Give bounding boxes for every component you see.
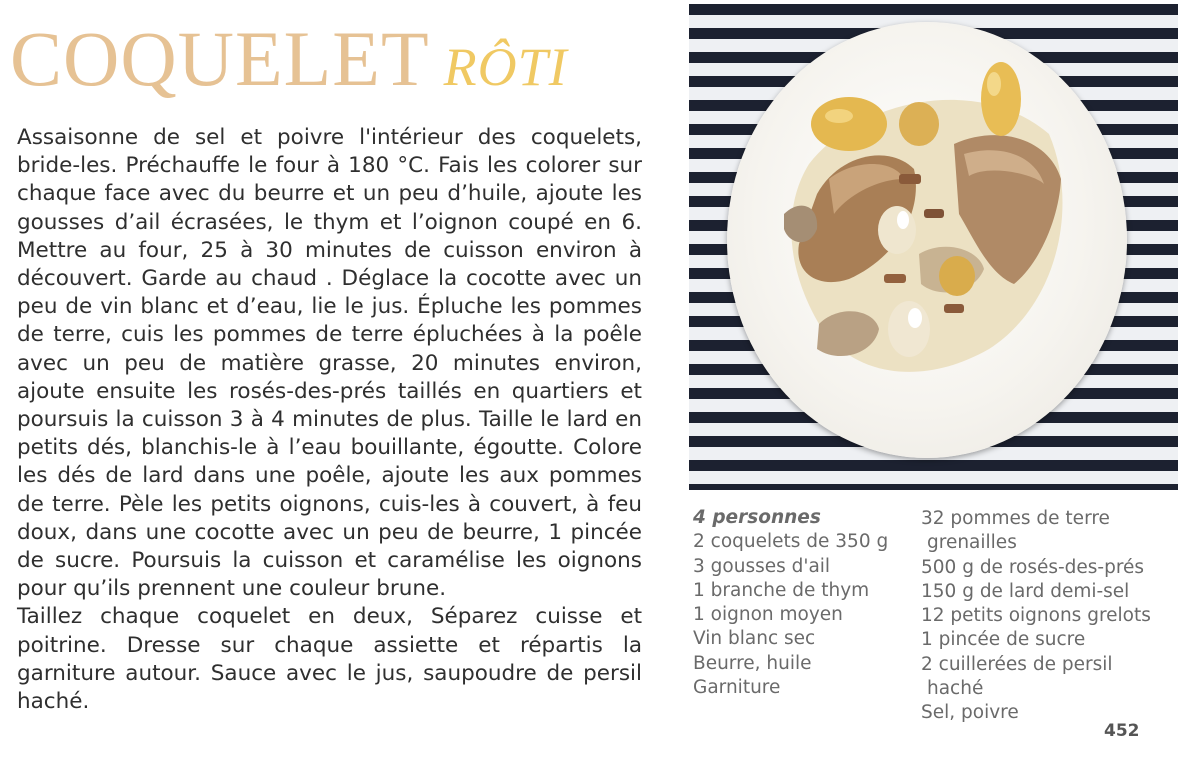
ingredient-item-continued: haché [927,678,984,700]
ingredient-item: 12 petits oignons grelots [921,605,1151,627]
recipe-title [10,14,568,104]
ingredients-column-right [921,507,1151,726]
ingredient-item: 3 gousses d'ail [693,555,831,577]
ingredient-item: 1 branche de thym [693,579,870,601]
ingredient-item: Beurre, huile [693,652,812,674]
title-accent: RÔTI [443,37,568,97]
ingredient-item: 1 oignon moyen [693,604,843,626]
instructions-paragraph-1: Assaisonne de sel et poivre l'intérieur des coquelets, bride-les. Préchauffe le four à 180 °C. Fais les colorer sur chaque face avec du beurre et un peu d’huile, ajoute les gousses d’ail écrasées, le thym et l’oignon coupé en 6. Mettre au four, 25 à 30 minutes de cuisson environ à découvert. Garde au chaud . Déglace la cocotte avec un peu de vin blanc et d’eau, lie le jus. Épluche les pommes de terre, cuis les pommes de terre épluchées à la poêle avec un peu de matière grasse, 20 minutes environ, ajoute ensuite les rosés-des-prés taillés en quartiers et poursuis la cuisson 3 à 4 minutes de plus. Taille le lard en petits dés, blanchis-le à l’eau bouillante, égoutte. Colore les dés de lard dans une poêle, ajoute les aux pommes de terre. Pèle les petits oignons, cuis-les à couvert, à feu doux, dans une cocotte avec un peu de beurre, 1 pincée de sucre. Poursuis la cuisson et caramélise les oignons pour qu’ils prennent une couleur brune. [17,125,642,602]
ingredient-item: 2 cuillerées de persil [921,653,1113,675]
ingredient-item-continued: grenailles [927,532,1017,554]
ingredient-item: 150 g de lard demi-sel [921,580,1130,602]
recipe-instructions [17,124,642,716]
ingredient-item: 500 g de rosés-des-prés [921,556,1145,578]
ingredient-item: Sel, poivre [921,702,1019,724]
ingredient-item: 32 pommes de terre [921,508,1110,529]
ingredient-item: 2 coquelets de 350 g [693,531,889,553]
title-main: COQUELET [10,15,430,102]
page-number: 452 [1104,721,1140,741]
plated-roast-coquelet-photo-icon [689,4,1178,490]
ingredient-item: 1 pincée de sucre [921,629,1086,651]
ingredients-column-left [693,506,888,700]
servings: 4 personnes [693,507,821,528]
dish-photo [689,4,1178,490]
ingredient-item: Garniture [693,677,781,699]
ingredient-item: Vin blanc sec [693,628,816,650]
instructions-paragraph-2: Taillez chaque coquelet en deux, Séparez cuisse et poitrine. Dresse sur chaque assiette et répartis la garniture autour. Sauce avec le jus, saupoudre de persil haché. [17,604,642,715]
